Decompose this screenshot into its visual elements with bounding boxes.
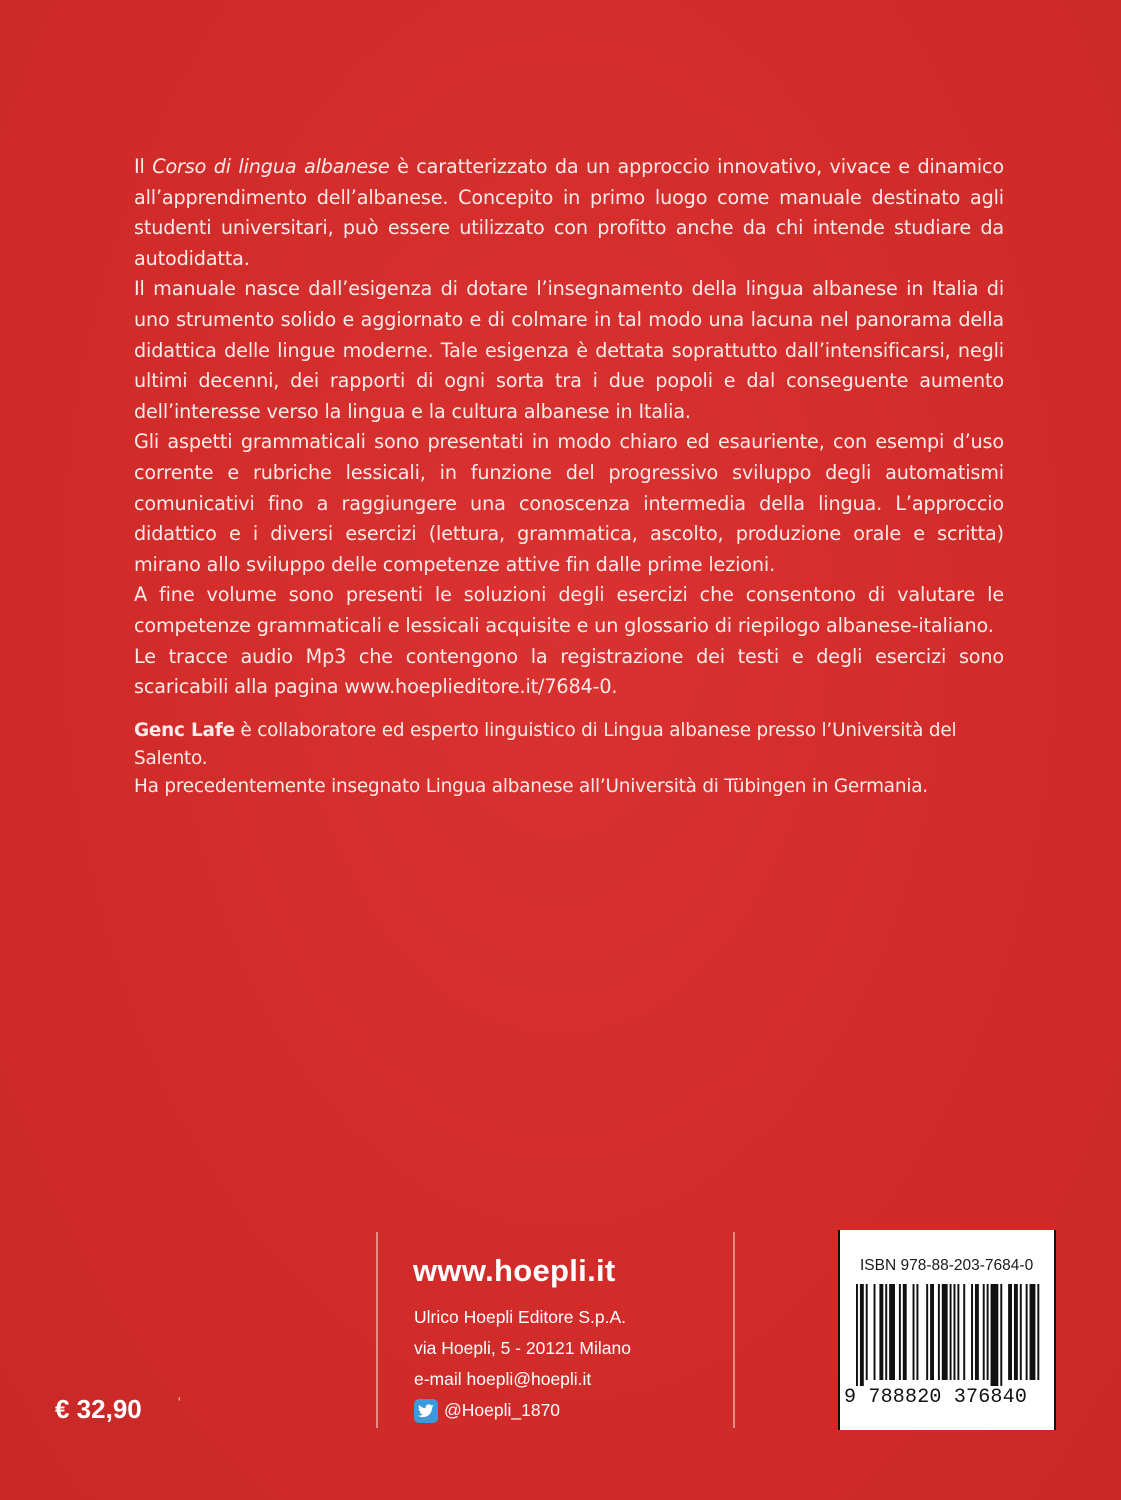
barcode-bar	[1026, 1284, 1028, 1380]
barcode-bar	[950, 1284, 952, 1380]
publisher-info	[414, 1302, 631, 1426]
publisher-address: via Hoepli, 5 - 20121 Milano	[414, 1338, 631, 1358]
price: € 32,90	[55, 1394, 142, 1424]
isbn-label: ISBN 978-88-203-7684-0	[860, 1257, 1034, 1274]
barcode-bar	[971, 1284, 973, 1380]
book-title: Corso di lingua albanese	[152, 155, 390, 178]
blurb-paragraph-1	[134, 152, 1004, 274]
blurb-prefix: Il	[134, 155, 153, 178]
barcode-bar	[889, 1284, 895, 1380]
barcode-bar	[991, 1284, 999, 1386]
author-bio-text: è collaboratore ed esperto linguistico di Lingua albanese presso l’Università del Salento.	[134, 720, 957, 769]
barcode-bar	[899, 1284, 901, 1380]
barcode-digits: 9 788820 376840	[844, 1386, 1028, 1409]
author-line-2: Ha precedentemente insegnato Lingua albanese all’Università di Tübingen in Germania.	[134, 776, 928, 797]
twitter-handle-row[interactable]	[414, 1395, 631, 1426]
barcode-bar	[856, 1284, 858, 1386]
barcode-bar	[1020, 1284, 1022, 1380]
blurb-text: è caratterizzato da un approccio innovativo, vivace e dinamico all’apprendimento dell’albanese. Concepito in primo luogo come manuale destinato agli studenti universitari, può essere utilizzato con profitto anche da chi intende studiare da autodidatta.	[134, 155, 1005, 270]
barcode-bar	[903, 1284, 907, 1380]
barcode-bar	[930, 1284, 934, 1380]
barcode-bar	[913, 1284, 915, 1380]
barcode-bar	[975, 1284, 979, 1380]
twitter-handle: @Hoepli_1870	[444, 1400, 561, 1420]
barcode-bar	[1014, 1284, 1018, 1380]
barcode-bar	[885, 1284, 887, 1380]
barcode-bar	[963, 1284, 965, 1380]
blurb-paragraph-4: A fine volume sono presenti le soluzioni degli esercizi che consentono di valutare le competenze grammaticali e lessicali acquisite e un glossario di riepilogo albanese-italiano.	[134, 583, 1004, 637]
publisher-name: Ulrico Hoepli Editore S.p.A.	[414, 1307, 627, 1327]
barcode-bar	[942, 1284, 948, 1380]
divider-right	[733, 1232, 735, 1428]
barcode-bar	[860, 1284, 864, 1386]
barcode-bar	[1008, 1284, 1012, 1380]
back-cover-blurb	[134, 152, 1004, 703]
publisher-website[interactable]: www.hoepli.it	[413, 1253, 616, 1288]
author-bio	[134, 717, 1034, 801]
author-name: Genc Lafe	[134, 720, 235, 741]
barcode-bar	[1037, 1284, 1039, 1380]
barcode-bar	[874, 1284, 876, 1380]
barcode-bar	[1000, 1284, 1002, 1386]
divider-left	[376, 1232, 378, 1428]
twitter-bird-icon	[414, 1399, 438, 1423]
barcode-bar	[926, 1284, 928, 1380]
blurb-paragraph-3: Gli aspetti grammaticali sono presentati in modo chiaro ed esauriente, con esempi d’uso corrente e rubriche lessicali, in funzione del progressivo sviluppo degli automatismi comunicativi fino a raggiungere una conoscenza intermedia della lingua. L’approccio didattico e i diversi esercizi (lettura, grammatica, ascolto, produzione orale e scritta) mirano allo sviluppo delle competenze attive fin dalle prime lezioni.	[134, 430, 1004, 576]
author-line-1	[134, 717, 1034, 773]
barcode-bar	[957, 1284, 959, 1380]
blurb-paragraph-5: Le tracce audio Mp3 che contengono la registrazione dei testi e degli esercizi sono scaricabili alla pagina www.hoeplieditore.it/7684-0.	[134, 644, 1004, 699]
barcode-bar	[983, 1284, 985, 1380]
barcode-bar	[987, 1284, 989, 1380]
barcode-bar	[938, 1284, 940, 1380]
barcode-bar	[866, 1284, 868, 1380]
barcode-bar	[954, 1284, 956, 1380]
barcode	[854, 1284, 1040, 1386]
price-mark: ʹ	[178, 1394, 181, 1410]
barcode-bar	[1030, 1284, 1036, 1380]
publisher-email[interactable]: e-mail hoepli@hoepli.it	[414, 1369, 592, 1389]
barcode-bar	[879, 1284, 883, 1380]
isbn-barcode-box	[838, 1230, 1056, 1430]
barcode-bar	[916, 1284, 918, 1380]
blurb-paragraph-2: Il manuale nasce dall’esigenza di dotare l’insegnamento della lingua albanese in Italia di uno strumento solido e aggiornato e di colmare in tal modo una lacuna nel panorama della didattica delle lingue moderne. Tale esigenza è dettata soprattutto dall’intensificarsi, negli ultimi decenni, dei rapporti di ogni sorta tra i due popoli e dal conseguente aumento dell’interesse verso la lingua e la cultura albanese in Italia.	[134, 277, 1004, 423]
